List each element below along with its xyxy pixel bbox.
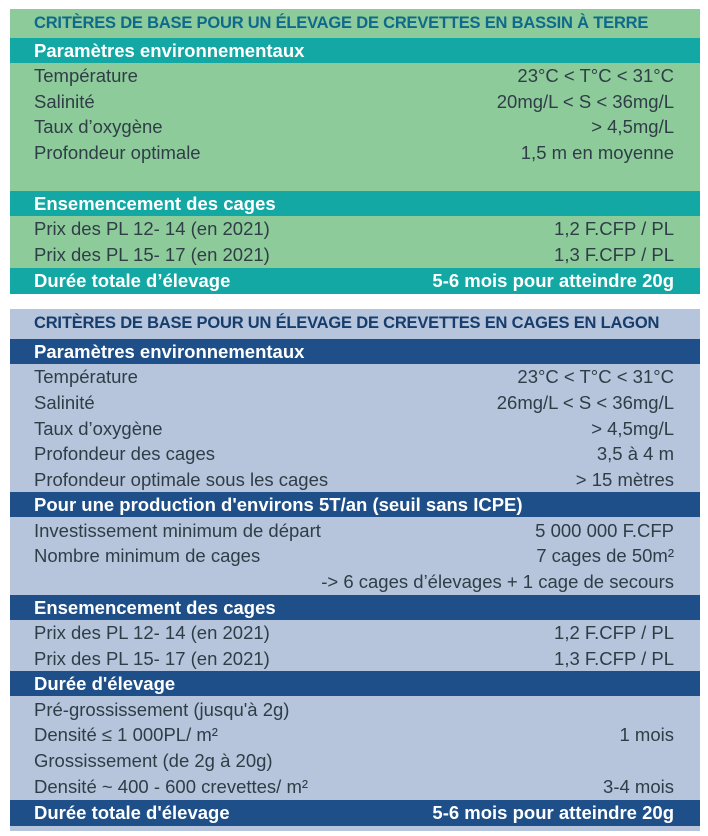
section-header-label: Ensemencement des cages	[34, 192, 276, 214]
row-value: -> 6 cages d’élevages + 1 cage de secours	[321, 571, 674, 592]
row-value: 1,3 F.CFP / PL	[554, 648, 674, 669]
row-label: Profondeur optimale sous les cages	[34, 469, 329, 490]
total-value: 5-6 mois pour atteindre 20g	[432, 802, 674, 823]
table-row	[10, 518, 700, 544]
section-header-seeding	[10, 191, 700, 216]
row-value: 3,5 à 4 m	[596, 443, 674, 464]
row-value: 1,2 F.CFP / PL	[554, 218, 674, 239]
table-row	[10, 242, 700, 268]
row-label: Température	[34, 65, 138, 86]
total-duration-bar	[10, 268, 700, 294]
section-header-label: Ensemencement des cages	[34, 596, 276, 618]
total-label: Durée totale d’élevage	[34, 270, 231, 291]
section-header-production	[10, 492, 700, 517]
total-label: Durée totale d'élevage	[34, 802, 230, 823]
row-value: 1,2 F.CFP / PL	[554, 622, 674, 643]
row-value: > 15 mètres	[575, 469, 674, 490]
table-row	[10, 114, 700, 140]
panel-title: CRITÈRES DE BASE POUR UN ÉLEVAGE DE CREVETTES EN BASSIN À TERRE	[34, 14, 649, 32]
section-header-label: Paramètres environnementaux	[34, 39, 305, 61]
row-label: Prix des PL 12- 14 (en 2021)	[34, 218, 270, 239]
row-value: > 4,5mg/L	[591, 116, 674, 137]
row-value: 1 mois	[619, 724, 674, 745]
row-label: Grossissement (de 2g à 20g)	[34, 750, 273, 771]
table-row	[10, 416, 700, 442]
panel-bassin-a-terre	[10, 9, 700, 294]
section-header-duration	[10, 671, 700, 696]
table-row	[10, 620, 700, 646]
table-row	[10, 441, 700, 467]
row-value: 1,3 F.CFP / PL	[554, 244, 674, 265]
row-value: 5 000 000 F.CFP	[535, 520, 674, 541]
row-label: Densité ≤ 1 000PL/ m²	[34, 724, 218, 745]
table-row	[10, 569, 700, 595]
total-value: 5-6 mois pour atteindre 20g	[432, 270, 674, 291]
row-value: 26mg/L < S < 36mg/L	[496, 392, 674, 413]
table-row	[10, 63, 700, 89]
table-row	[10, 748, 700, 774]
section-header-seeding	[10, 595, 700, 620]
table-row	[10, 216, 700, 242]
table-row	[10, 543, 700, 569]
row-label: Salinité	[34, 392, 95, 413]
row-value: 3-4 mois	[603, 776, 674, 797]
section-header-environment	[10, 38, 700, 63]
row-label: Prix des PL 12- 14 (en 2021)	[34, 622, 270, 643]
row-value: 20mg/L < S < 36mg/L	[496, 91, 674, 112]
row-value: 23°C < T°C < 31°C	[517, 65, 674, 86]
section-header-environment	[10, 339, 700, 364]
row-label: Pré-grossissement (jusqu'à 2g)	[34, 699, 290, 720]
table-row	[10, 646, 700, 672]
row-label: Densité ~ 400 - 600 crevettes/ m²	[34, 776, 309, 797]
row-label: Investissement minimum de départ	[34, 520, 321, 541]
table-row	[10, 89, 700, 115]
row-label: Température	[34, 366, 138, 387]
table-row	[10, 140, 700, 166]
row-label: Profondeur optimale	[34, 142, 201, 163]
row-value: 7 cages de 50m²	[536, 545, 674, 566]
panel-cages-en-lagon	[10, 309, 700, 831]
table-row	[10, 390, 700, 416]
row-value: 23°C < T°C < 31°C	[517, 366, 674, 387]
table-row	[10, 722, 700, 748]
row-label: Taux d’oxygène	[34, 418, 163, 439]
row-label: Taux d’oxygène	[34, 116, 163, 137]
row-label: Prix des PL 15- 17 (en 2021)	[34, 648, 270, 669]
row-label: Profondeur des cages	[34, 443, 216, 464]
row-value: 1,5 m en moyenne	[520, 142, 674, 163]
row-value: > 4,5mg/L	[591, 418, 674, 439]
section-header-label: Pour une production d'environs 5T/an (seuil sans ICPE)	[34, 493, 523, 515]
table-row	[10, 774, 700, 800]
table-row	[10, 697, 700, 723]
table-row	[10, 364, 700, 390]
row-label: Salinité	[34, 91, 95, 112]
section-header-label: Paramètres environnementaux	[34, 340, 305, 362]
panel-title: CRITÈRES DE BASE POUR UN ÉLEVAGE DE CREVETTES EN CAGES EN LAGON	[34, 314, 660, 332]
table-row	[10, 467, 700, 493]
row-label: Prix des PL 15- 17 (en 2021)	[34, 244, 270, 265]
section-header-label: Durée d'élevage	[34, 672, 176, 694]
total-duration-bar	[10, 800, 700, 826]
row-label: Nombre minimum de cages	[34, 545, 261, 566]
